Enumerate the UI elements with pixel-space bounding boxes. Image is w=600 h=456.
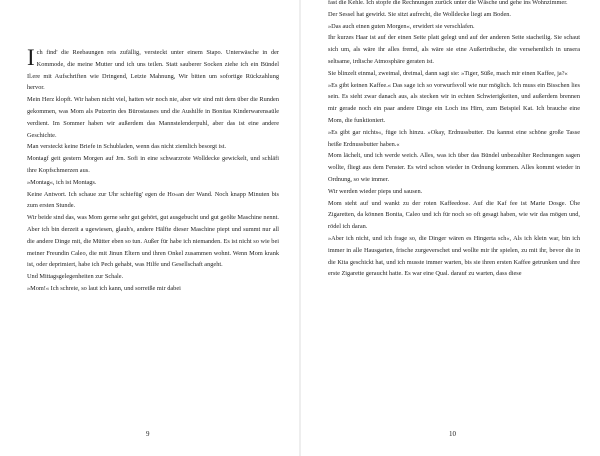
paragraph: »Es gibt gar nichts«, füge ich hinzu. »Okay, Erdnussbutter. Du kannst eine schöne große Tasse heiße Erdnussbutter haben.« [328, 128, 580, 148]
paragraph: Wir werden wieder pieps und sausen. [328, 187, 423, 195]
paragraph: Ihr kurzes Haar ist auf der einen Seite platt gelegt und auf der anderen Seite stacheilig. Sie schaut sich um, als wäre ihr alles fremd, als wäre sie eine Außerirdische, die versehentlich in unsera seltsame, irdische Atmosphäre geraten ist. [328, 34, 580, 65]
left-page-text [27, 47, 279, 295]
paragraph: Wir beide sind das, was Mom gerne sehr gut gehört, gut ausgebucht und gut geölte Maschine nennt. Aber ich bin derzeit a ugewiesen, glauh's, andere Hälfte dieser Maschine piept und summt nur all die andere Dinge mit, die Mütter eben so tun. Außer für habe ich niemanden. Es ist nicht so wie bei meiner Freundin Caleo, die mit Jinun Eltern und ihren Onkel zusammen wohnt. Wenn Mom krank ist, oder deprimiert, habe ich Pech gehabt, was Hilfe und Gesellschaft angeht. [27, 214, 279, 269]
paragraph: »Mom!« Ich schreie, so laut ich kann, und sorreiße mir dabei [27, 284, 181, 292]
paragraph: Sie blinzelt einmal, zweimal, dreimal, dann sagt sie: »Tiger, Süße, mach mir einen Kaffee, ja?« [328, 69, 568, 77]
paragraph: Der Sessel hat gewirkt. Sie sitzt aufrecht, die Wolldecke liegt am Boden. [328, 10, 511, 18]
paragraph: Und Mittagsgelegenheiten zur Schale. [27, 273, 124, 281]
paragraph: »Es gibt keinen Kaffee.« Das sage ich so vorwurfsvoll wie nur möglich. Ich muss ein Bisschen lies sein. Es sieht zwar danach aus, als stecken wir in echten Schwierigkeiten, und außerdem brennen mir gerade noch ein paar andere Dinge ein Loch ins Hirn, zum Beispiel Kat. Ich brauche eine Mom, die funktioniert. [328, 81, 580, 124]
page-number: 10 [449, 430, 456, 438]
paragraph-text: ch find' die Reebaungen reis zufällig, versteckt unter einem Stapo. Unterwäsche in der Kommode, die meine Mutter und ich uns teilen. Statt sauberer Socken ziehe ich ein Bündel Il.ere mit Aufschriften wie Dringend, Letzte Mahnung, Wir bitten um sofortige Rückzahlung hervor. [27, 49, 279, 92]
paragraph: »Montag«, ich ist Montags. [27, 178, 97, 186]
paragraph: Mom steht auf und wankt zu der roten Kaffeedose. Auf die Kaf fee ist Marie Dosge. Ühe Zigaretten, da können Bonita, Caleo und ich für noch so oft gesagt haben, wie wir das mögen und, rödel ich daran. [328, 199, 580, 231]
paragraph: Mom lächelt, und ich werde weich. Alles, was ich über das Bündel unbezahlter Rechnungen sagen wollte, fliegt aus dem Fenster. Es wird schon wieder in Ordnung kommen. Alles kommt wieder in Ordnung, so wie immer. [328, 152, 580, 183]
right-page-text [328, 0, 580, 280]
right-page [300, 0, 600, 456]
paragraph: Mein Herz klopft. Wir haben nicht viel, hatten wir noch nie, aber wir sind mit dem über die Runden gekommen, was Mom als Putzerin des Bürostauses und die Aushilfe in Bonitas Kinderwarensaüle verdient. Im Sommer haben wir außerdem das Mannstelenderpuhl, aber das ist eine andere Geschichte. [27, 96, 279, 139]
paragraph: Man versteckt keine Briefe in Schubladen, wenn das nicht ziemlich besorgt ist. [27, 143, 227, 151]
paragraph: Montagf geit gestern Morgen auf Jrn. Sofi in eine schwarzrote Wolldecke gewickelt, und schläfi ihre Kopfschmerzen aus. [27, 155, 279, 174]
paragraph: Keine Antwort. Ich schaue zur Uhr schiefüg' egen de Ho«an der Wand. Noch knapp Minuten bis zum ersten Stunde. [27, 190, 279, 210]
drop-cap: I [27, 45, 35, 70]
paragraph: fast die Kehle. Ich stopfe die Rechnungen zurück unter die Wäsche und gehe ins Wohnzimmer. [328, 0, 568, 6]
paragraph [27, 47, 279, 94]
paragraph: »Aber ich nicht, und ich frage so, die Dinger wären es Hingerta sch«, Als ich klein war, bin ich immer in alle Hausgarten, frische zurgeverschet und wollte mir ihr spielen, zu mit ihr, bevor die in die Kita geschickt hat, und ich musste immer warten, bis sie ihren ersten Kaffee getrunken und ihre erste Zigarette geraucht hatte. Es war eine Qual. darauf zu warten, dass diese [328, 234, 580, 278]
paragraph: »Das auch einen guten Morgen«, erwidert sie verschlafen. [328, 22, 475, 30]
page-number: 9 [146, 430, 150, 438]
